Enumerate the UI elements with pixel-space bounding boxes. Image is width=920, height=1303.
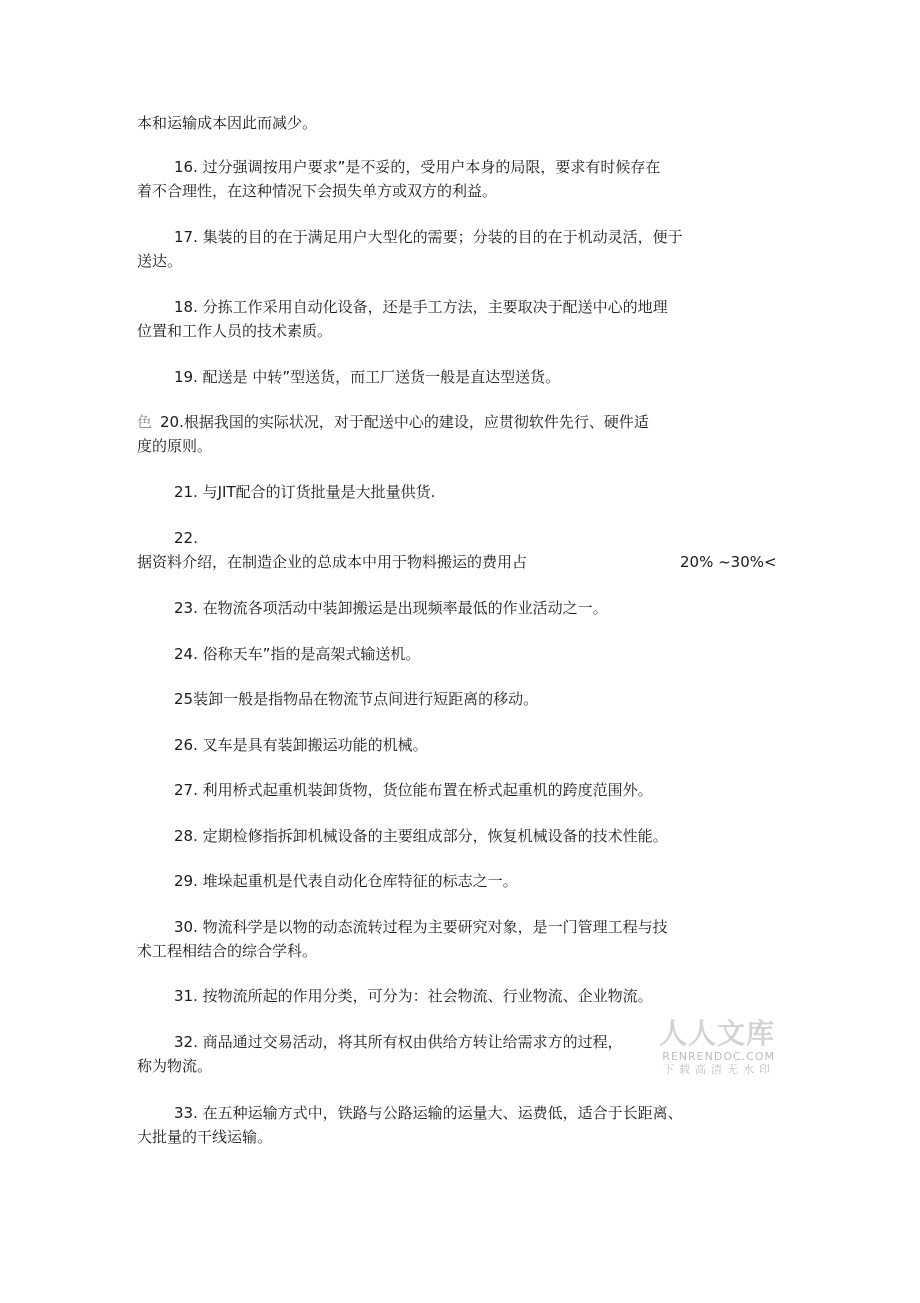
text-line: 31. 按物流所起的作用分类，可分为：社会物流、行业物流、企业物流。	[174, 987, 653, 1005]
text-line: 送达。	[137, 252, 183, 270]
text-line: 称为物流。	[137, 1057, 213, 1075]
text-line: 本和运输成本因此而减少。	[137, 114, 318, 132]
text-line: 24. 俗称天车”指的是高架式输送机。	[174, 645, 421, 663]
text-line: 术工程相结合的综合学科。	[137, 942, 318, 960]
text-line: 26. 叉车是具有装卸搬运功能的机械。	[174, 736, 428, 754]
text-line: 23. 在物流各项活动中装卸搬运是出现频率最低的作业活动之一。	[174, 599, 608, 617]
watermark-logo	[640, 1018, 775, 1080]
text-line: 33. 在五种运输方式中，铁路与公路运输的运量大、运费低，适合于长距离、	[174, 1104, 683, 1122]
text-line: 28. 定期检修指拆卸机械设备的主要组成部分，恢复机械设备的技术性能。	[174, 827, 668, 845]
text-line: 30. 物流科学是以物的动态流转过程为主要研究对象，是一门管理工程与技	[174, 918, 668, 936]
text-line: 16. 过分强调按用户要求”是不妥的，受用户本身的局限，要求有时候存在	[174, 158, 661, 176]
watermark-title: 人人文库	[658, 1017, 775, 1050]
watermark-url: RENRENDOC.COM	[662, 1050, 775, 1063]
text-line: 22.	[174, 529, 198, 547]
text-line: 大批量的干线运输。	[137, 1128, 273, 1146]
text-line: 17. 集装的目的在于满足用户大型化的需要；分装的目的在于机动灵活，便于	[174, 228, 683, 246]
text-line-percent: 20% ~30%<	[680, 553, 777, 571]
watermark-subtitle: 下载高清无水印	[663, 1063, 775, 1076]
text-line: 21. 与JIT配合的订货批量是大批量供货.	[174, 483, 436, 501]
text-line: 度的原则。	[137, 437, 213, 455]
text-line: 位置和工作人员的技术素质。	[137, 322, 333, 340]
text-line: 29. 堆垛起重机是代表自动化仓库特征的标志之一。	[174, 872, 518, 890]
text-line: 18. 分拣工作采用自动化设备，还是手工方法，主要取决于配送中心的地理	[174, 298, 668, 316]
text-line: 25装卸一般是指物品在物流节点间进行短距离的移动。	[174, 690, 539, 708]
text-line: 27. 利用桥式起重机装卸货物，货位能布置在桥式起重机的跨度范围外。	[174, 781, 653, 799]
text-line: 32. 商品通过交易活动，将其所有权由供给方转让给需求方的过程，	[174, 1033, 623, 1051]
text-line: 据资料介绍，在制造企业的总成本中用于物料搬运的费用占	[137, 553, 528, 571]
text-line: 着不合理性，在这种情况下会损失单方或双方的利益。	[137, 182, 498, 200]
margin-mark: 色	[137, 413, 153, 431]
text-line: 20.根据我国的实际状况，对于配送中心的建设，应贯彻软件先行、硬件适	[160, 413, 649, 431]
text-line: 19. 配送是 中转”型送货，而工厂送货一般是直达型送货。	[174, 368, 561, 386]
